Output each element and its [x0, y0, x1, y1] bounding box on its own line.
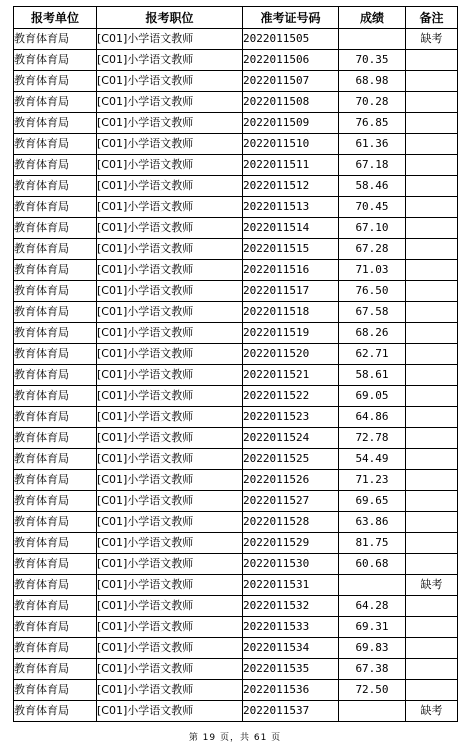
cell-ticket-number: 2022011526	[243, 470, 339, 491]
cell-position: [C01]小学语文教师	[97, 113, 243, 134]
cell-unit: 教育体育局	[14, 134, 97, 155]
cell-score: 69.83	[339, 638, 406, 659]
table-row	[14, 638, 458, 659]
cell-score: 67.28	[339, 239, 406, 260]
cell-score: 81.75	[339, 533, 406, 554]
cell-position: [C01]小学语文教师	[97, 29, 243, 50]
cell-unit: 教育体育局	[14, 113, 97, 134]
cell-score: 63.86	[339, 512, 406, 533]
cell-position: [C01]小学语文教师	[97, 344, 243, 365]
page-number: 第 19 页，共 61 页	[188, 733, 282, 743]
cell-unit: 教育体育局	[14, 638, 97, 659]
table-row	[14, 260, 458, 281]
table-row	[14, 533, 458, 554]
table-row	[14, 407, 458, 428]
cell-unit: 教育体育局	[14, 176, 97, 197]
cell-ticket-number: 2022011509	[243, 113, 339, 134]
table-row	[14, 176, 458, 197]
table-row	[14, 197, 458, 218]
cell-ticket-number: 2022011535	[243, 659, 339, 680]
cell-score: 64.86	[339, 407, 406, 428]
cell-position: [C01]小学语文教师	[97, 575, 243, 596]
cell-ticket-number: 2022011517	[243, 281, 339, 302]
cell-ticket-number: 2022011523	[243, 407, 339, 428]
table-row	[14, 596, 458, 617]
cell-position: [C01]小学语文教师	[97, 365, 243, 386]
header-unit: 报考单位	[14, 7, 97, 29]
table-row	[14, 92, 458, 113]
cell-score: 69.65	[339, 491, 406, 512]
cell-unit: 教育体育局	[14, 575, 97, 596]
cell-remark	[406, 365, 458, 386]
cell-position: [C01]小学语文教师	[97, 449, 243, 470]
cell-position: [C01]小学语文教师	[97, 554, 243, 575]
cell-position: [C01]小学语文教师	[97, 50, 243, 71]
table-row	[14, 680, 458, 701]
cell-remark: 缺考	[406, 701, 458, 722]
cell-ticket-number: 2022011527	[243, 491, 339, 512]
cell-position: [C01]小学语文教师	[97, 92, 243, 113]
cell-remark	[406, 680, 458, 701]
table-row	[14, 155, 458, 176]
cell-score: 54.49	[339, 449, 406, 470]
cell-score: 68.26	[339, 323, 406, 344]
cell-ticket-number: 2022011518	[243, 302, 339, 323]
cell-score: 69.31	[339, 617, 406, 638]
table-row	[14, 113, 458, 134]
table-row	[14, 659, 458, 680]
cell-position: [C01]小学语文教师	[97, 260, 243, 281]
cell-unit: 教育体育局	[14, 92, 97, 113]
cell-remark	[406, 512, 458, 533]
cell-position: [C01]小学语文教师	[97, 239, 243, 260]
cell-unit: 教育体育局	[14, 302, 97, 323]
cell-position: [C01]小学语文教师	[97, 386, 243, 407]
cell-unit: 教育体育局	[14, 680, 97, 701]
cell-unit: 教育体育局	[14, 239, 97, 260]
cell-ticket-number: 2022011515	[243, 239, 339, 260]
table-row	[14, 701, 458, 722]
cell-unit: 教育体育局	[14, 701, 97, 722]
cell-remark	[406, 407, 458, 428]
cell-remark	[406, 386, 458, 407]
cell-score: 68.98	[339, 71, 406, 92]
cell-position: [C01]小学语文教师	[97, 659, 243, 680]
cell-unit: 教育体育局	[14, 449, 97, 470]
cell-unit: 教育体育局	[14, 596, 97, 617]
table-row	[14, 344, 458, 365]
cell-score: 71.23	[339, 470, 406, 491]
cell-position: [C01]小学语文教师	[97, 197, 243, 218]
table-row	[14, 491, 458, 512]
cell-remark	[406, 617, 458, 638]
cell-position: [C01]小学语文教师	[97, 491, 243, 512]
cell-remark	[406, 449, 458, 470]
score-table	[13, 6, 458, 722]
cell-ticket-number: 2022011534	[243, 638, 339, 659]
table-header	[14, 7, 458, 29]
cell-remark	[406, 155, 458, 176]
cell-position: [C01]小学语文教师	[97, 71, 243, 92]
cell-position: [C01]小学语文教师	[97, 407, 243, 428]
cell-unit: 教育体育局	[14, 365, 97, 386]
table-row	[14, 428, 458, 449]
cell-ticket-number: 2022011511	[243, 155, 339, 176]
cell-unit: 教育体育局	[14, 197, 97, 218]
cell-unit: 教育体育局	[14, 323, 97, 344]
table-row	[14, 617, 458, 638]
cell-score: 71.03	[339, 260, 406, 281]
cell-unit: 教育体育局	[14, 491, 97, 512]
cell-ticket-number: 2022011508	[243, 92, 339, 113]
cell-ticket-number: 2022011505	[243, 29, 339, 50]
cell-ticket-number: 2022011537	[243, 701, 339, 722]
cell-ticket-number: 2022011524	[243, 428, 339, 449]
cell-remark	[406, 659, 458, 680]
table-row	[14, 50, 458, 71]
cell-ticket-number: 2022011520	[243, 344, 339, 365]
cell-score: 58.61	[339, 365, 406, 386]
cell-remark	[406, 344, 458, 365]
cell-remark	[406, 281, 458, 302]
cell-unit: 教育体育局	[14, 386, 97, 407]
header-row	[14, 7, 458, 29]
cell-position: [C01]小学语文教师	[97, 617, 243, 638]
cell-score: 58.46	[339, 176, 406, 197]
table-row	[14, 239, 458, 260]
cell-position: [C01]小学语文教师	[97, 701, 243, 722]
table-row	[14, 323, 458, 344]
cell-score: 61.36	[339, 134, 406, 155]
cell-score: 69.05	[339, 386, 406, 407]
cell-ticket-number: 2022011529	[243, 533, 339, 554]
cell-score: 67.18	[339, 155, 406, 176]
cell-position: [C01]小学语文教师	[97, 302, 243, 323]
table-row	[14, 281, 458, 302]
cell-remark	[406, 533, 458, 554]
cell-remark	[406, 134, 458, 155]
cell-score: 70.45	[339, 197, 406, 218]
cell-remark	[406, 239, 458, 260]
header-score: 成绩	[339, 7, 406, 29]
cell-ticket-number: 2022011510	[243, 134, 339, 155]
cell-ticket-number: 2022011516	[243, 260, 339, 281]
cell-position: [C01]小学语文教师	[97, 155, 243, 176]
cell-unit: 教育体育局	[14, 260, 97, 281]
cell-ticket-number: 2022011531	[243, 575, 339, 596]
cell-score: 70.28	[339, 92, 406, 113]
cell-remark	[406, 92, 458, 113]
table-row	[14, 71, 458, 92]
cell-ticket-number: 2022011513	[243, 197, 339, 218]
cell-unit: 教育体育局	[14, 533, 97, 554]
cell-score: 62.71	[339, 344, 406, 365]
cell-remark	[406, 176, 458, 197]
cell-score: 67.38	[339, 659, 406, 680]
cell-remark	[406, 302, 458, 323]
cell-ticket-number: 2022011528	[243, 512, 339, 533]
cell-remark	[406, 596, 458, 617]
header-remark: 备注	[406, 7, 458, 29]
cell-remark	[406, 638, 458, 659]
table-row	[14, 386, 458, 407]
cell-remark	[406, 71, 458, 92]
cell-score: 67.10	[339, 218, 406, 239]
cell-ticket-number: 2022011506	[243, 50, 339, 71]
table-row	[14, 512, 458, 533]
cell-ticket-number: 2022011530	[243, 554, 339, 575]
cell-remark	[406, 50, 458, 71]
cell-ticket-number: 2022011514	[243, 218, 339, 239]
cell-score: 72.78	[339, 428, 406, 449]
header-ticket-number: 准考证号码	[243, 7, 339, 29]
cell-unit: 教育体育局	[14, 29, 97, 50]
cell-remark	[406, 470, 458, 491]
cell-position: [C01]小学语文教师	[97, 638, 243, 659]
cell-remark	[406, 554, 458, 575]
cell-score: 76.85	[339, 113, 406, 134]
cell-score: 72.50	[339, 680, 406, 701]
cell-unit: 教育体育局	[14, 281, 97, 302]
cell-remark	[406, 260, 458, 281]
cell-unit: 教育体育局	[14, 659, 97, 680]
cell-ticket-number: 2022011507	[243, 71, 339, 92]
cell-position: [C01]小学语文教师	[97, 281, 243, 302]
cell-remark: 缺考	[406, 29, 458, 50]
cell-position: [C01]小学语文教师	[97, 176, 243, 197]
table-row	[14, 218, 458, 239]
table-row	[14, 365, 458, 386]
cell-remark	[406, 197, 458, 218]
cell-unit: 教育体育局	[14, 407, 97, 428]
cell-position: [C01]小学语文教师	[97, 323, 243, 344]
cell-unit: 教育体育局	[14, 71, 97, 92]
cell-remark	[406, 491, 458, 512]
cell-remark	[406, 323, 458, 344]
cell-score: 64.28	[339, 596, 406, 617]
table-row	[14, 134, 458, 155]
cell-ticket-number: 2022011525	[243, 449, 339, 470]
cell-ticket-number: 2022011536	[243, 680, 339, 701]
cell-ticket-number: 2022011532	[243, 596, 339, 617]
cell-ticket-number: 2022011533	[243, 617, 339, 638]
cell-score: 76.50	[339, 281, 406, 302]
cell-position: [C01]小学语文教师	[97, 512, 243, 533]
cell-position: [C01]小学语文教师	[97, 533, 243, 554]
cell-position: [C01]小学语文教师	[97, 596, 243, 617]
cell-position: [C01]小学语文教师	[97, 218, 243, 239]
cell-score	[339, 29, 406, 50]
cell-ticket-number: 2022011512	[243, 176, 339, 197]
cell-unit: 教育体育局	[14, 470, 97, 491]
cell-position: [C01]小学语文教师	[97, 134, 243, 155]
cell-ticket-number: 2022011521	[243, 365, 339, 386]
cell-remark: 缺考	[406, 575, 458, 596]
table-body	[14, 29, 458, 722]
cell-remark	[406, 113, 458, 134]
cell-score	[339, 575, 406, 596]
table-row	[14, 575, 458, 596]
cell-unit: 教育体育局	[14, 428, 97, 449]
cell-ticket-number: 2022011519	[243, 323, 339, 344]
cell-remark	[406, 428, 458, 449]
cell-unit: 教育体育局	[14, 50, 97, 71]
table-row	[14, 449, 458, 470]
cell-score: 60.68	[339, 554, 406, 575]
cell-unit: 教育体育局	[14, 344, 97, 365]
cell-unit: 教育体育局	[14, 617, 97, 638]
cell-remark	[406, 218, 458, 239]
cell-score: 70.35	[339, 50, 406, 71]
cell-unit: 教育体育局	[14, 512, 97, 533]
cell-unit: 教育体育局	[14, 155, 97, 176]
cell-unit: 教育体育局	[14, 554, 97, 575]
cell-ticket-number: 2022011522	[243, 386, 339, 407]
table-row	[14, 302, 458, 323]
header-position: 报考职位	[97, 7, 243, 29]
cell-score: 67.58	[339, 302, 406, 323]
cell-position: [C01]小学语文教师	[97, 680, 243, 701]
table-row	[14, 470, 458, 491]
cell-score	[339, 701, 406, 722]
cell-position: [C01]小学语文教师	[97, 428, 243, 449]
cell-unit: 教育体育局	[14, 218, 97, 239]
cell-position: [C01]小学语文教师	[97, 470, 243, 491]
table-row	[14, 29, 458, 50]
table-row	[14, 554, 458, 575]
